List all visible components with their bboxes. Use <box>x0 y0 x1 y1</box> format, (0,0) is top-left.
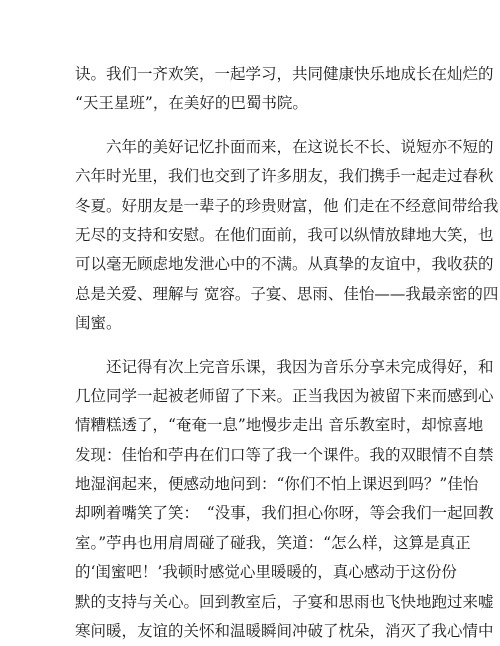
paragraph <box>75 353 494 646</box>
paragraph <box>75 60 494 119</box>
text-line: 发现：佳怡和苧冉在们口等了我一个课件。我的双眼情不自禁 <box>75 445 494 464</box>
text-line: 还记得有次上完音乐课，我因为音乐分享未完成得好，和 <box>75 357 494 376</box>
text-line: 冬夏。好朋友是一辈子的珍贵财富，他 们走在不经意间带给我 <box>75 196 499 215</box>
text-line: 可以毫无顾虑地发泄心中的不满。从真挚的友谊中，我收获的 <box>75 255 494 274</box>
text-line: 六年时光里，我们也交到了许多朋友，我们携手一起走过春秋 <box>75 167 494 186</box>
text-line: 无尽的支持和安慰。在他们面前，我可以纵情放肆地大笑，也 <box>75 225 494 244</box>
text-line: 寒问暖，友谊的关怀和温暖瞬间冲破了枕朵，消灭了我心情中 <box>75 622 494 641</box>
text-line: 室。”苧冉也用肩周碰了碰我，笑道：“怎么样，这算是真正 <box>75 533 471 552</box>
text-line: “天王星班”，在美好的巴蜀书院。 <box>75 94 308 113</box>
text-line: 闺蜜。 <box>75 314 122 333</box>
text-line: 地湿润起来，便感动地问到：“你们不怕上课迟到吗？”佳怡 <box>75 475 479 494</box>
text-line: 六年的美好记忆扑面而来，在这说长不长、说短亦不短的 <box>75 137 494 156</box>
text-line: 却咧着嘴笑了笑： “没事，我们担心你呀，等会我们一起回教 <box>75 504 494 523</box>
paragraph-spacer <box>75 339 435 353</box>
text-line: 默的支持与关心。回到教室后，子宴和思雨也飞快地跑过来嘘 <box>75 592 494 611</box>
paragraph-spacer <box>75 119 435 133</box>
text-line: 情糟糕透了，“奄奄一息”地慢步走出 音乐教室时，却惊喜地 <box>75 416 484 435</box>
text-line: 几位同学一起被老师留了下来。正当我因为被留下来而感到心 <box>75 386 494 405</box>
text-line: 的‘闺蜜吧！’我顿时感觉心里暖暖的，真心感动于这份份 <box>75 563 457 582</box>
body-text <box>75 60 499 646</box>
text-line: 总是关爱、理解与 宽容。子宴、思雨、佳怡——我最亲密的四 <box>75 284 499 303</box>
text-line: 诀。我们一齐欢笑，一起学习，共同健康快乐地成长在灿烂的 <box>75 65 494 83</box>
paragraph <box>75 133 499 339</box>
